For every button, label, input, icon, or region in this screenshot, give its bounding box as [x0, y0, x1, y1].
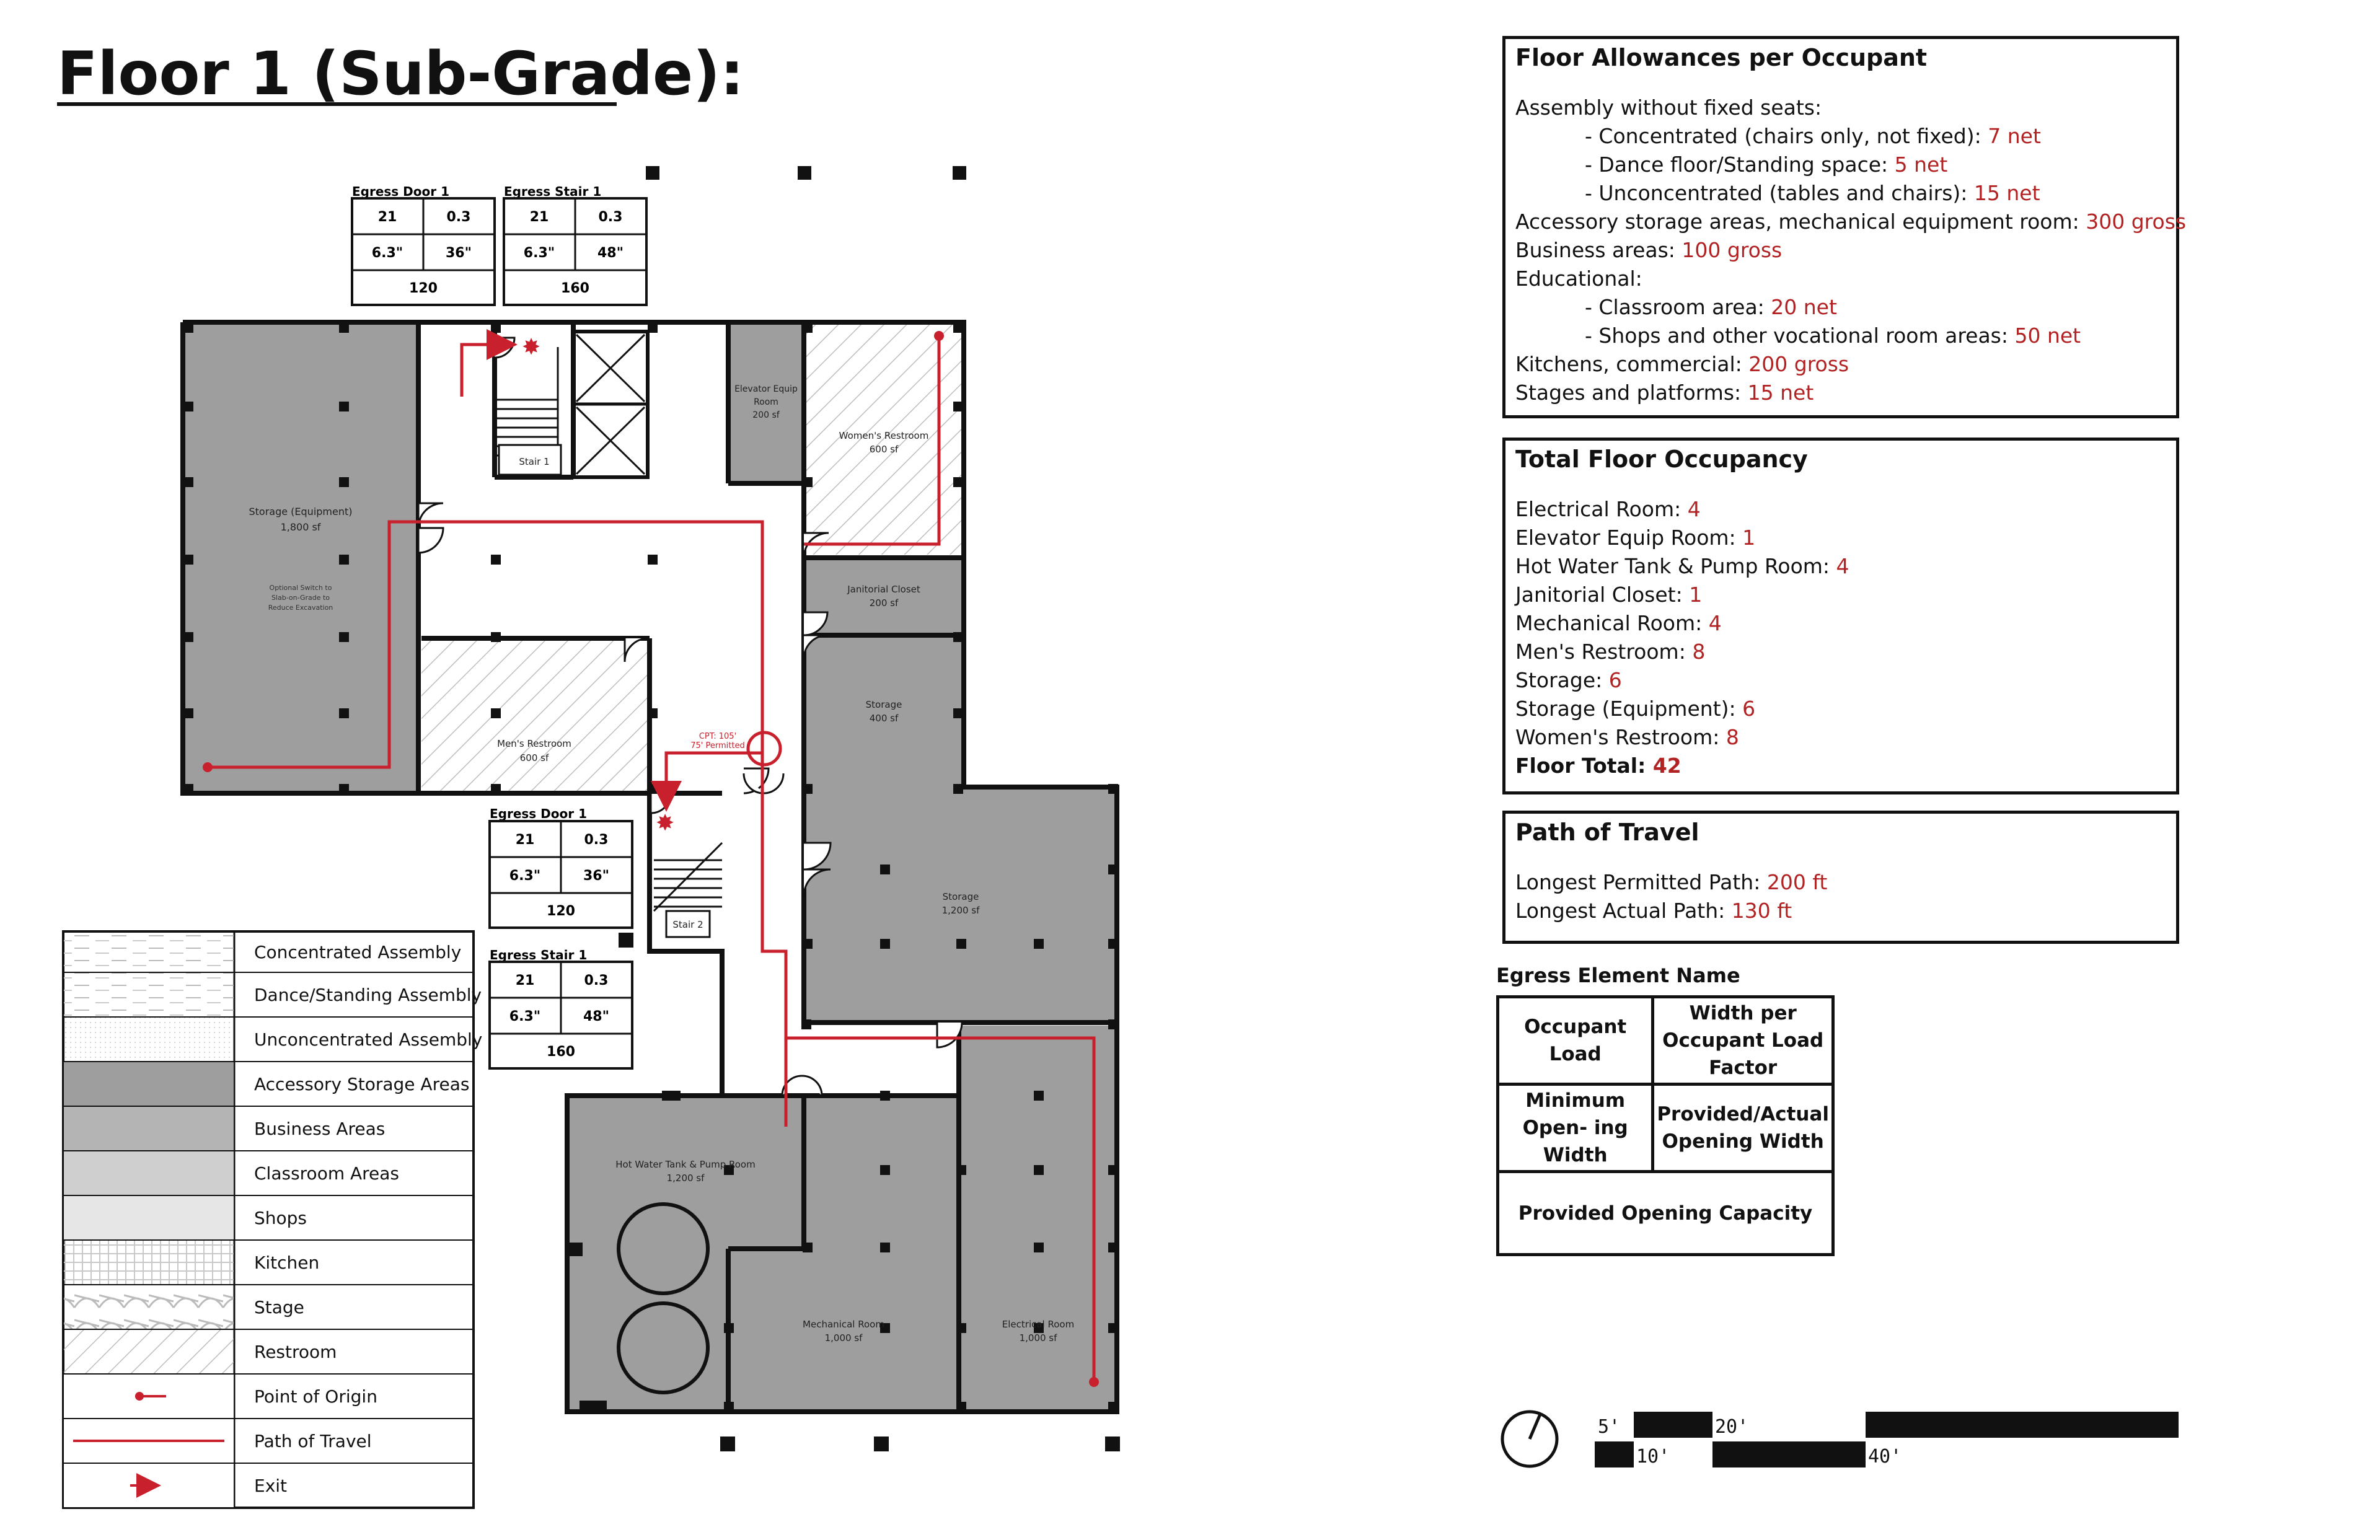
cpt-note-2: 75' Permitted: [690, 741, 745, 750]
egress-table-label: Egress Stair 1: [490, 948, 588, 962]
path-of-travel-title: Path of Travel: [1515, 819, 1699, 846]
egress-table-door-1-top: [352, 184, 495, 305]
egress-legend-table: [1496, 995, 1835, 1256]
room-area: 1,200 sf: [666, 1173, 705, 1184]
occupancy-panel: [1502, 438, 2179, 794]
egress-min-width: 6.3": [523, 245, 555, 261]
occupancy-item: Elevator Equip Room: 1: [1515, 526, 1756, 550]
room-area: 1,000 sf: [1019, 1332, 1057, 1344]
room-area: 200 sf: [752, 410, 780, 420]
assembly-header: Assembly without fixed seats:: [1515, 95, 1822, 120]
room-storage-equipment: [183, 322, 418, 793]
egress-legend-width-factor: Width per Occupant Load Factor: [1653, 997, 1833, 1085]
room-label: Elevator Equip: [734, 384, 798, 394]
room-label: Stair 1: [519, 456, 550, 467]
room-area: 600 sf: [519, 752, 549, 763]
egress-legend-title: Egress Element Name: [1496, 964, 1740, 987]
allowance-shops: - Shops and other vocational room areas: 50 net: [1585, 323, 2081, 348]
egress-min-width: 6.3": [509, 1009, 541, 1024]
room-janitorial: [804, 558, 964, 635]
point-of-origin-marker: [934, 331, 944, 341]
point-of-origin-marker: [203, 762, 213, 772]
egress-capacity: 120: [547, 904, 575, 919]
cpt-note-1: CPT: 105': [699, 732, 737, 741]
room-mens-restroom: [421, 638, 650, 793]
occupancy-item: Storage: 6: [1515, 668, 1622, 692]
legend-label: Classroom Areas: [254, 1163, 400, 1184]
egress-min-width: 6.3": [509, 868, 541, 884]
room-label: Men's Restroom: [497, 738, 571, 749]
egress-table-label: Egress Door 1: [352, 184, 450, 199]
exit-star-icon: ✸: [522, 335, 541, 360]
exit-star-icon: ✸: [656, 811, 675, 836]
occupancy-item: Women's Restroom: 8: [1515, 725, 1739, 749]
egress-actual-width: 36": [445, 245, 472, 261]
room-mechanical: [728, 1097, 959, 1412]
legend-label: Accessory Storage Areas: [254, 1074, 470, 1094]
egress-occupant-load: 21: [515, 973, 535, 988]
egress-factor: 0.3: [598, 209, 623, 225]
egress-table-stair-1-top: [504, 184, 646, 305]
room-label: Stair 2: [672, 919, 703, 930]
point-of-origin-marker: [1089, 1377, 1099, 1387]
room-area: 200 sf: [869, 597, 899, 609]
allowance-accessory: Accessory storage areas, mechanical equipment room: 300 gross: [1515, 209, 2187, 234]
allowance-dance: - Dance floor/Standing space: 5 net: [1585, 152, 1948, 177]
egress-factor: 0.3: [584, 832, 609, 848]
room-area: 1,200 sf: [941, 905, 980, 916]
legend-label: Dance/Standing Assembly: [254, 985, 482, 1005]
allowance-stages: Stages and platforms: 15 net: [1515, 381, 1814, 405]
path-of-travel-panel: [1502, 811, 2179, 944]
occupancy-item: Men's Restroom: 8: [1515, 640, 1706, 664]
legend-label: Concentrated Assembly: [254, 942, 462, 962]
room-label: Storage (Equipment): [249, 506, 353, 517]
scale-bar: [1595, 1412, 2179, 1467]
scale-label-20: 20': [1715, 1416, 1749, 1438]
room-label: Storage: [865, 699, 902, 710]
legend-label: Shops: [254, 1208, 307, 1228]
longest-actual-path: Longest Actual Path: 130 ft: [1515, 899, 1792, 923]
egress-table-label: Egress Stair 1: [504, 184, 602, 199]
room-label: Hot Water Tank & Pump Room: [615, 1159, 756, 1170]
occupancy-item: Hot Water Tank & Pump Room: 4: [1515, 554, 1849, 578]
allowance-unconcentrated: - Unconcentrated (tables and chairs): 15 net: [1585, 181, 2040, 205]
egress-min-width: 6.3": [371, 245, 403, 261]
legend-label: Unconcentrated Assembly: [254, 1029, 483, 1050]
room-label: Women's Restroom: [839, 430, 929, 441]
room-area: 1,000 sf: [824, 1332, 863, 1344]
egress-legend-occupant-load: Occupant Load: [1498, 997, 1653, 1085]
egress-capacity: 160: [547, 1044, 575, 1060]
room-label: Janitorial Closet: [847, 584, 920, 595]
educational-header: Educational:: [1515, 266, 1642, 291]
egress-factor: 0.3: [584, 973, 609, 988]
legend-label: Exit: [254, 1476, 288, 1496]
page-title: Floor 1 (Sub-Grade):: [57, 39, 744, 108]
egress-legend-min-width: Minimum Open- ing Width: [1498, 1085, 1653, 1172]
egress-legend-actual-width: Provided/Actual Opening Width: [1653, 1085, 1833, 1172]
egress-table-door-1-lower: [490, 806, 632, 928]
egress-occupant-load: 21: [377, 209, 397, 225]
egress-occupant-load: 21: [529, 209, 549, 225]
occupancy-item: Electrical Room: 4: [1515, 497, 1701, 521]
legend-label: Path of Travel: [254, 1431, 372, 1451]
allowance-classroom: - Classroom area: 20 net: [1585, 295, 1837, 319]
scale-label-5: 5': [1598, 1416, 1621, 1438]
room-label: Room: [754, 397, 778, 407]
egress-actual-width: 48": [583, 1009, 610, 1024]
occupancy-item: Storage (Equipment): 6: [1515, 697, 1756, 721]
legend-label: Business Areas: [254, 1119, 386, 1139]
egress-occupant-load: 21: [515, 832, 535, 848]
egress-table-label: Egress Door 1: [490, 806, 588, 821]
allowances-title: Floor Allowances per Occupant: [1515, 44, 1928, 71]
egress-capacity: 120: [409, 281, 438, 296]
room-area: 400 sf: [869, 713, 899, 724]
occupancy-item: Janitorial Closet: 1: [1515, 583, 1703, 607]
room-area: 600 sf: [869, 444, 899, 455]
room-label: Storage: [942, 891, 979, 902]
room-label: Electrical Room: [1002, 1319, 1075, 1330]
egress-capacity: 160: [561, 281, 589, 296]
scale-label-10: 10': [1636, 1446, 1670, 1467]
legend-label: Restroom: [254, 1342, 337, 1362]
egress-factor: 0.3: [446, 209, 471, 225]
north-arrow: [1502, 1412, 1557, 1466]
occupancy-item: Mechanical Room: 4: [1515, 611, 1722, 635]
legend: [63, 931, 482, 1508]
egress-table-stair-1-lower: [490, 948, 632, 1068]
occupancy-total: Floor Total: 42: [1515, 754, 1681, 778]
legend-label: Point of Origin: [254, 1386, 377, 1407]
egress-actual-width: 36": [583, 868, 610, 884]
room-label: Mechanical Room: [803, 1319, 884, 1330]
occupancy-title: Total Floor Occupancy: [1515, 446, 1808, 473]
egress-legend-capacity: Provided Opening Capacity: [1498, 1172, 1833, 1255]
allowances-panel: [1502, 36, 2187, 418]
allowance-business: Business areas: 100 gross: [1515, 238, 1783, 262]
room-area: 1,800 sf: [280, 521, 321, 533]
legend-label: Stage: [254, 1297, 304, 1318]
allowance-kitchens: Kitchens, commercial: 200 gross: [1515, 352, 1849, 376]
room-note: Reduce Excavation: [268, 604, 333, 612]
legend-origin-dot: [135, 1392, 144, 1401]
egress-actual-width: 48": [597, 245, 624, 261]
room-note: Optional Switch to: [269, 584, 332, 592]
scale-label-40: 40': [1868, 1446, 1902, 1467]
legend-label: Kitchen: [254, 1252, 320, 1273]
allowance-concentrated: - Concentrated (chairs only, not fixed): 7 net: [1585, 124, 2041, 148]
room-note: Slab-on-Grade to: [271, 594, 330, 602]
longest-permitted-path: Longest Permitted Path: 200 ft: [1515, 870, 1828, 894]
